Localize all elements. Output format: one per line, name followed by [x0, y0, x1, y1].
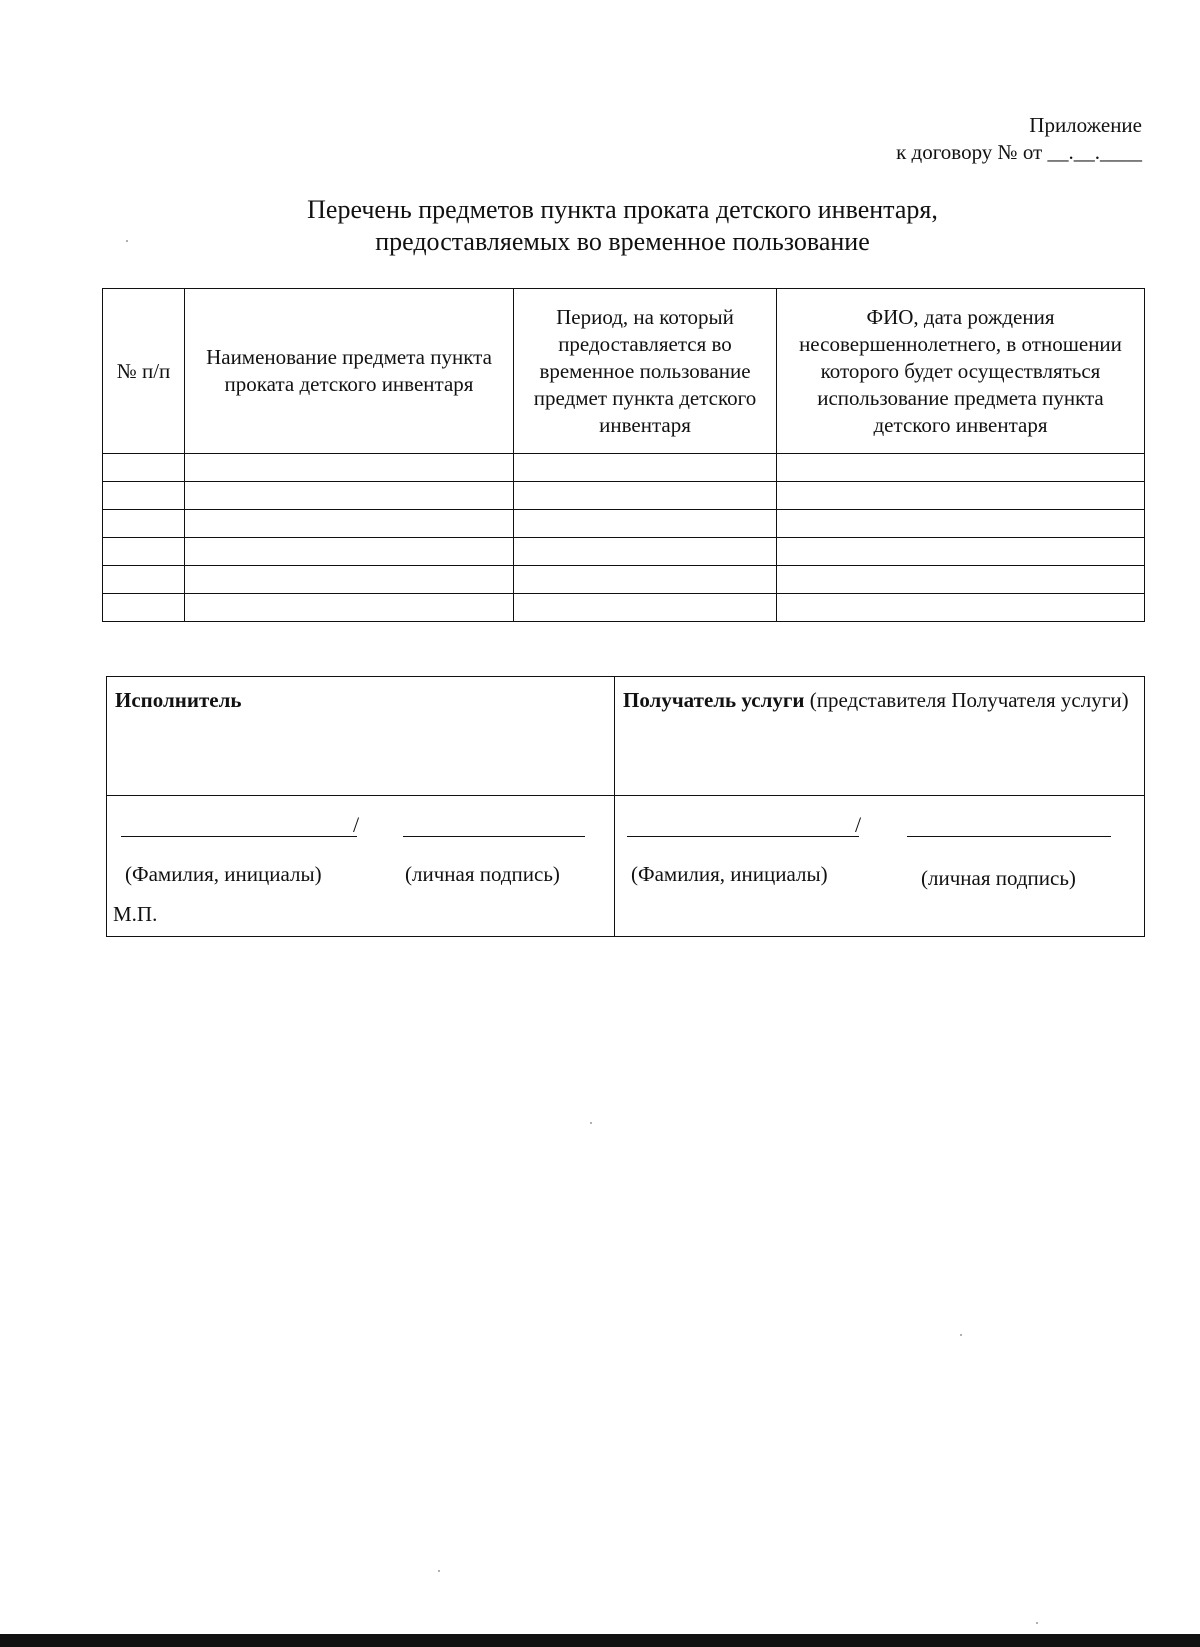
- table-cell: [185, 594, 514, 622]
- table-cell: [777, 510, 1145, 538]
- executor-signature-line: [403, 836, 585, 837]
- header-number: № п/п: [103, 289, 185, 454]
- recipient-signature-cell: [615, 796, 1145, 937]
- scan-edge-bar: [0, 1634, 1200, 1647]
- table-row: [103, 538, 1145, 566]
- table-cell: [185, 454, 514, 482]
- table-cell: [103, 454, 185, 482]
- table-cell: [103, 538, 185, 566]
- table-cell: [514, 482, 777, 510]
- signature-table: [106, 676, 1145, 937]
- scan-speck: [960, 1334, 962, 1336]
- table-cell: [777, 538, 1145, 566]
- table-cell: [103, 566, 185, 594]
- table-cell: [514, 538, 777, 566]
- recipient-label-rest: (представителя Получателя услуги): [804, 688, 1129, 712]
- executor-surname-line: [121, 836, 357, 837]
- signature-lines-row: [107, 796, 1145, 937]
- table-cell: [185, 482, 514, 510]
- table-cell: [185, 510, 514, 538]
- scan-speck: [590, 1122, 592, 1124]
- table-row: [103, 594, 1145, 622]
- table-row: [103, 566, 1145, 594]
- document-title: [100, 194, 1145, 258]
- table-row: [103, 454, 1145, 482]
- header-minor-info: ФИО, дата рождения несовершеннолетнего, в отношении которого будет осуществляться использование предмета пункта детского инвентаря: [777, 289, 1145, 454]
- table-cell: [777, 594, 1145, 622]
- document-title-line2: предоставляемых во временное пользование: [375, 227, 870, 256]
- table-cell: [103, 482, 185, 510]
- table-row: [103, 482, 1145, 510]
- items-table-header-row: [103, 289, 1145, 454]
- table-cell: [185, 538, 514, 566]
- header-item-name: Наименование предмета пункта проката детского инвентаря: [185, 289, 514, 454]
- appendix-title: Приложение: [1029, 113, 1142, 137]
- table-cell: [777, 482, 1145, 510]
- stamp-label: М.П.: [113, 902, 158, 926]
- table-cell: [514, 594, 777, 622]
- executor-slash: /: [353, 812, 360, 837]
- items-table: [102, 288, 1145, 622]
- appendix-header: [896, 112, 1142, 166]
- recipient-signature-line: [907, 836, 1111, 837]
- executor-label: Исполнитель: [115, 688, 242, 712]
- recipient-slash: /: [855, 812, 862, 837]
- items-table-body: [103, 454, 1145, 622]
- scan-speck: [126, 240, 128, 242]
- signature-party-row: [107, 677, 1145, 796]
- recipient-surname-line: [627, 836, 859, 837]
- table-cell: [103, 510, 185, 538]
- scan-speck: [438, 1570, 440, 1572]
- recipient-surname-caption: (Фамилия, инициалы): [631, 862, 828, 886]
- scan-speck: [1036, 1622, 1038, 1624]
- table-cell: [103, 594, 185, 622]
- table-cell: [777, 454, 1145, 482]
- table-cell: [514, 566, 777, 594]
- table-cell: [514, 454, 777, 482]
- executor-signature-caption: (личная подпись): [405, 862, 560, 886]
- table-row: [103, 510, 1145, 538]
- table-cell: [185, 566, 514, 594]
- recipient-cell: [615, 677, 1145, 796]
- executor-surname-caption: (Фамилия, инициалы): [125, 862, 322, 886]
- executor-signature-cell: [107, 796, 615, 937]
- table-cell: [777, 566, 1145, 594]
- recipient-signature-caption: (личная подпись): [921, 866, 1076, 890]
- document-title-line1: Перечень предметов пункта проката детского инвентаря,: [307, 195, 938, 224]
- recipient-label: Получатель услуги: [623, 688, 805, 712]
- header-period: Период, на который предоставляется во временное пользование предмет пункта детского инвентаря: [514, 289, 777, 454]
- appendix-contract-ref: к договору № от __.__.____: [896, 140, 1142, 164]
- executor-cell: [107, 677, 615, 796]
- table-cell: [514, 510, 777, 538]
